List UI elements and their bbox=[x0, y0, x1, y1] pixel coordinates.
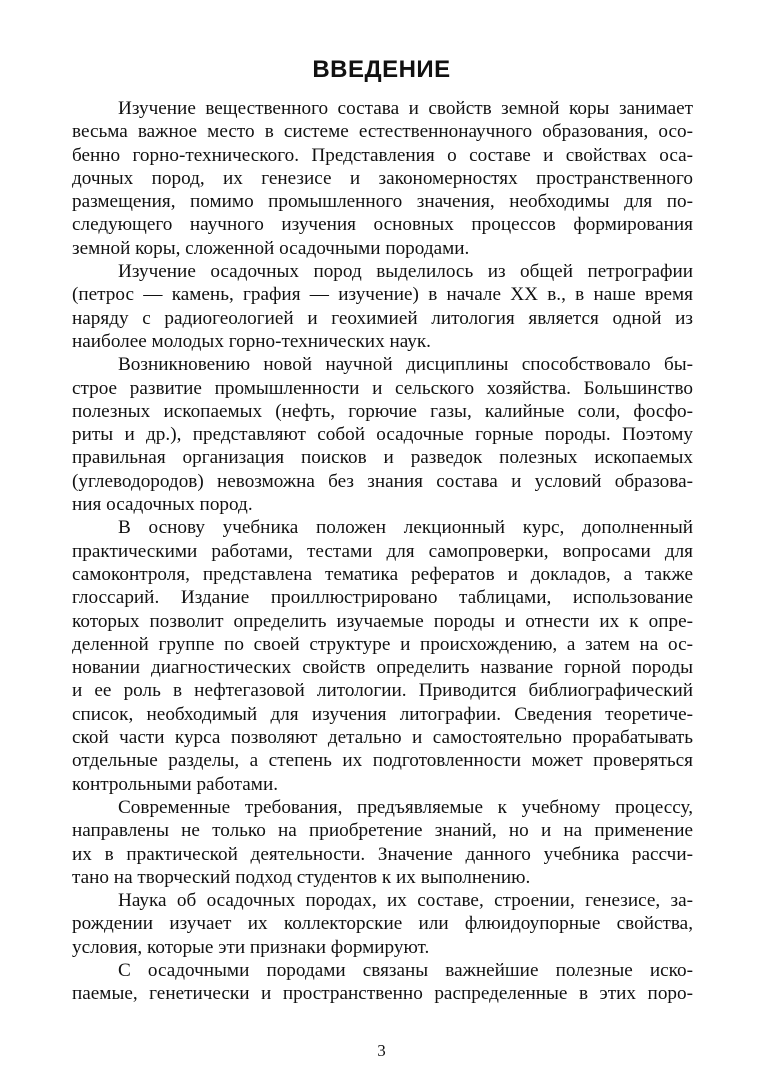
text-line: полезных ископаемых (нефть, горючие газы, калийные соли, фосфо- bbox=[72, 400, 693, 422]
text-line: и ее роль в нефтегазовой литологии. Приводится библиографический bbox=[72, 680, 693, 702]
text-line: ния осадочных пород. bbox=[72, 494, 253, 516]
text-line: контрольными работами. bbox=[72, 773, 279, 795]
text-line: Современные требования, предъявляемые к учебному процессу, bbox=[118, 796, 693, 818]
text-line: паемые, генетически и пространственно распределенные в этих поро- bbox=[72, 983, 693, 1005]
text-line: практическими работами, тестами для самопроверки, вопросами для bbox=[72, 540, 693, 562]
text-line: условия, которые эти признаки формируют. bbox=[72, 936, 430, 958]
text-line: деленной группе по своей структуре и происхождению, а затем на ос- bbox=[72, 633, 693, 655]
text-line: бенно горно-технического. Представления о составе и свойствах оса- bbox=[72, 144, 693, 166]
text-line: направлены не только на приобретение знаний, но и на применение bbox=[72, 820, 693, 842]
text-line: дочных пород, их генезисе и закономерностях пространственного bbox=[72, 167, 693, 189]
text-line: правильная организация поисков и разведок полезных ископаемых bbox=[72, 447, 693, 469]
text-line: тано на творческий подход студентов к их выполнению. bbox=[72, 866, 531, 888]
text-line: следующего научного изучения основных процессов формирования bbox=[72, 214, 693, 236]
page-number: 3 bbox=[377, 1041, 386, 1060]
page-title: ВВЕДЕНИЕ bbox=[312, 56, 451, 83]
text-line: Изучение осадочных пород выделилось из общей петрографии bbox=[118, 261, 693, 283]
text-line: земной коры, сложенной осадочными породами. bbox=[72, 237, 470, 259]
text-line: глоссарий. Издание проиллюстрировано таблицами, использование bbox=[72, 587, 693, 609]
text-line: их в практической деятельности. Значение данного учебника рассчи- bbox=[72, 843, 693, 865]
body-text bbox=[72, 97, 693, 1006]
text-line: наряду с радиогеологией и геохимией литология является одной из bbox=[72, 307, 693, 329]
text-line: В основу учебника положен лекционный курс, дополненный bbox=[118, 517, 693, 539]
text-line: отдельные разделы, а степень их подготовленности может проверяться bbox=[72, 750, 693, 772]
text-line: строе развитие промышленности и сельского хозяйства. Большинство bbox=[72, 377, 693, 399]
text-line: Изучение вещественного состава и свойств земной коры занимает bbox=[118, 98, 693, 119]
text-line: новании диагностических свойств определить название горной породы bbox=[72, 657, 693, 679]
text-line: самоконтроля, представлена тематика рефератов и докладов, а также bbox=[72, 563, 693, 585]
text-line: риты и др.), представляют собой осадочные горные породы. Поэтому bbox=[72, 424, 693, 446]
text-line: которых позволит определить изучаемые породы и отнести их к опре- bbox=[72, 610, 693, 632]
text-line: (углеводородов) невозможна без знания состава и условий образова- bbox=[72, 470, 693, 492]
text-line: ской части курса позволяют детально и самостоятельно прорабатывать bbox=[72, 727, 693, 749]
text-line: Возникновению новой научной дисциплины способствовало бы- bbox=[118, 354, 693, 376]
text-line: (петрос — камень, графия — изучение) в начале XX в., в наше время bbox=[72, 284, 693, 306]
text-line: размещения, помимо промышленного значения, необходимы для по- bbox=[72, 191, 693, 213]
text-line: наиболее молодых горно-технических наук. bbox=[72, 330, 431, 352]
text-line: рождении изучает их коллекторские или флюидоупорные свойства, bbox=[72, 913, 693, 935]
text-line: список, необходимый для изучения литографии. Сведения теоретиче- bbox=[72, 703, 693, 725]
text-line: С осадочными породами связаны важнейшие полезные иско- bbox=[118, 959, 693, 981]
text-line: весьма важное место в системе естественнонаучного образования, осо- bbox=[72, 121, 693, 143]
text-line: Наука об осадочных породах, их составе, строении, генезисе, за- bbox=[118, 890, 693, 912]
